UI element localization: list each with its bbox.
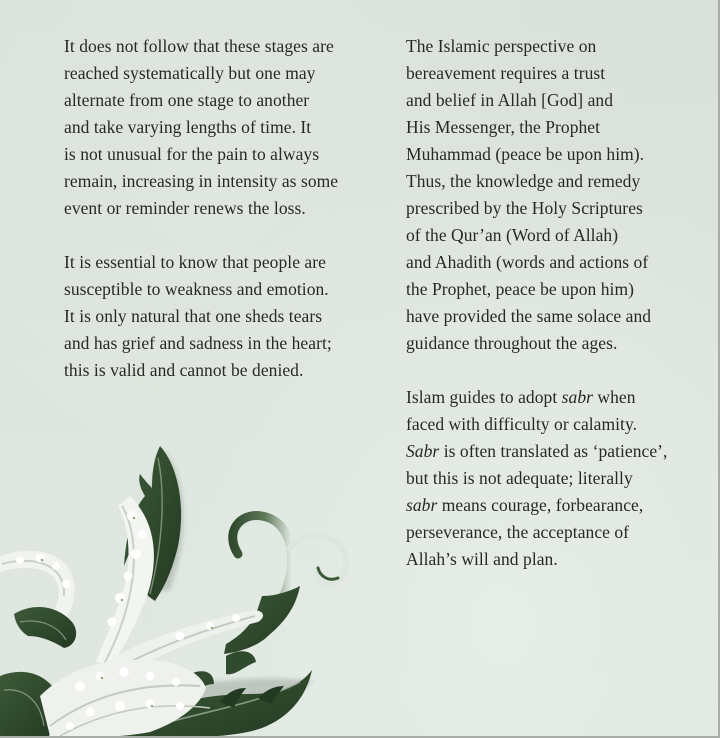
- text-line: Muhammad (peace be upon him).: [406, 144, 645, 164]
- text-line: perseverance, the acceptance of: [406, 522, 630, 542]
- text-line: The Islamic perspective on: [406, 36, 597, 56]
- text-line: is not unusual for the pain to always: [64, 144, 320, 164]
- paragraph-stages-of-grief: [64, 33, 386, 222]
- text-line: this is valid and cannot be denied.: [64, 360, 304, 380]
- text-line: susceptible to weakness and emotion.: [64, 279, 329, 299]
- text-line: remain, increasing in intensity as some: [64, 171, 339, 191]
- text-line: of the Qur’an (Word of Allah): [406, 225, 619, 245]
- right-column: [406, 0, 706, 600]
- paragraph-islamic-perspective: [406, 33, 706, 357]
- paragraph-sabr: [406, 384, 706, 573]
- text-line: Allah’s will and plan.: [406, 549, 558, 569]
- text-line: It is essential to know that people are: [64, 252, 326, 272]
- text-line: reached systematically but one may: [64, 63, 316, 83]
- text-line: the Prophet, peace be upon him): [406, 279, 635, 299]
- text-line: and Ahadith (words and actions of: [406, 252, 649, 272]
- text-line: and take varying lengths of time. It: [64, 117, 312, 137]
- text-line: and belief in Allah [God] and: [406, 90, 614, 110]
- text-line: It does not follow that these stages are: [64, 36, 334, 56]
- left-column: [64, 0, 386, 411]
- text-line: faced with difficulty or calamity.: [406, 414, 638, 434]
- emphasis-sabr: sabr: [406, 495, 438, 515]
- text-line: have provided the same solace and: [406, 306, 652, 326]
- text-line: Islam guides to adopt sabr when: [406, 387, 636, 407]
- text-line: bereavement requires a trust: [406, 63, 606, 83]
- text-line: but this is not adequate; literally: [406, 468, 633, 488]
- emphasis-sabr: Sabr: [406, 441, 440, 461]
- text-line: It is only natural that one sheds tears: [64, 306, 323, 326]
- text-line: His Messenger, the Prophet: [406, 117, 601, 137]
- text-line: prescribed by the Holy Scriptures: [406, 198, 643, 218]
- text-line: alternate from one stage to another: [64, 90, 310, 110]
- text-line: and has grief and sadness in the heart;: [64, 333, 332, 353]
- text-line: sabr means courage, forbearance,: [406, 495, 644, 515]
- text-line: event or reminder renews the loss.: [64, 198, 306, 218]
- floral-flourish-icon: [0, 436, 380, 738]
- text-line: guidance throughout the ages.: [406, 333, 618, 353]
- text-line: Thus, the knowledge and remedy: [406, 171, 641, 191]
- paragraph-weakness-and-emotion: [64, 249, 386, 384]
- emphasis-sabr: sabr: [561, 387, 593, 407]
- text-line: Sabr is often translated as ‘patience’,: [406, 441, 668, 461]
